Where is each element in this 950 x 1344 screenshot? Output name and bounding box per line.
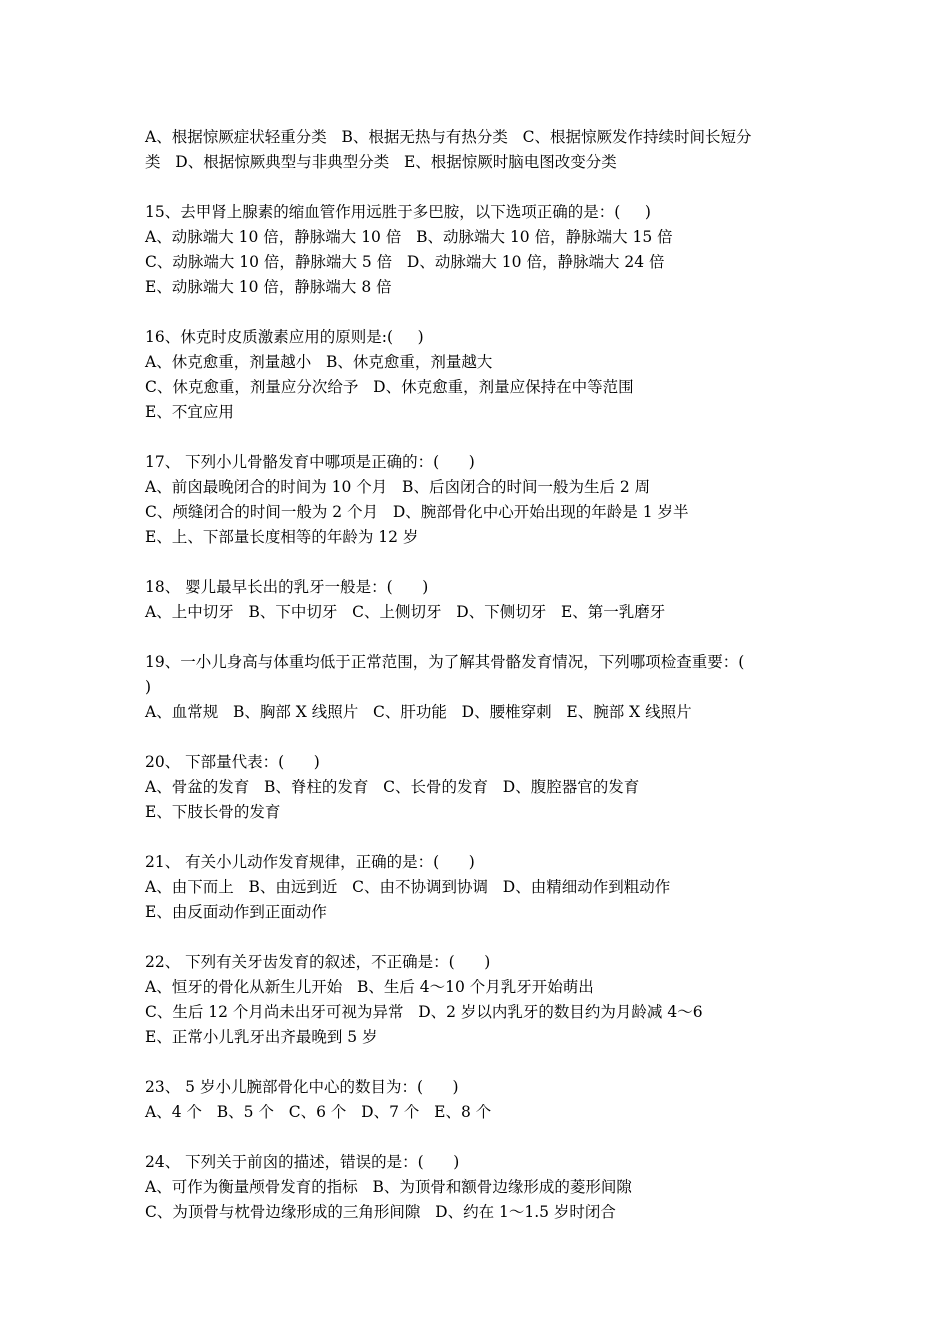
option-line: E、动脉端大 10 倍，静脉端大 8 倍 [145,278,392,296]
question-block-23 [145,1075,825,1125]
question-stem: 20、 下部量代表：( ) [145,753,320,771]
question-block-15 [145,200,825,300]
option-line: A、由下而上 B、由远到近 C、由不协调到协调 D、由精细动作到粗动作 [145,878,671,896]
option-line: A、可作为衡量颅骨发育的指标 B、为顶骨和额骨边缘形成的菱形间隙 [145,1178,632,1196]
question-stem: 19、一小儿身高与体重均低于正常范围，为了解其骨骼发育情况，下列哪项检查重要：( [145,653,745,671]
question-stem: 17、 下列小儿骨骼发育中哪项是正确的：( ) [145,453,475,471]
option-line: A、动脉端大 10 倍，静脉端大 10 倍 B、动脉端大 10 倍，静脉端大 15 倍 [145,228,673,246]
question-stem-continuation: ) [145,678,152,696]
option-line: A、骨盆的发育 B、脊柱的发育 C、长骨的发育 D、腹腔器官的发育 [145,778,640,796]
text-line: A、根据惊厥症状轻重分类 B、根据无热与有热分类 C、根据惊厥发作持续时间长短分 [145,128,752,146]
option-line: A、恒牙的骨化从新生儿开始 B、生后 4～10 个月乳牙开始萌出 [145,978,594,996]
option-line: E、上、下部量长度相等的年龄为 12 岁 [145,528,419,546]
question-block-14-options [145,125,825,175]
question-block-24 [145,1150,825,1225]
question-block-21 [145,850,825,925]
question-block-18 [145,575,825,625]
question-block-20 [145,750,825,825]
option-line: A、血常规 B、胸部 X 线照片 C、肝功能 D、腰椎穿刺 E、腕部 X 线照片 [145,703,692,721]
option-line: E、正常小儿乳牙出齐最晚到 5 岁 [145,1028,378,1046]
question-block-22 [145,950,825,1050]
option-line: C、休克愈重，剂量应分次给予 D、休克愈重，剂量应保持在中等范围 [145,378,634,396]
question-stem: 22、 下列有关牙齿发育的叙述，不正确是：( ) [145,953,491,971]
option-line: A、上中切牙 B、下中切牙 C、上侧切牙 D、下侧切牙 E、第一乳磨牙 [145,603,666,621]
option-line: E、由反面动作到正面动作 [145,903,327,921]
option-line: A、前囟最晚闭合的时间为 10 个月 B、后囟闭合的时间一般为生后 2 周 [145,478,651,496]
question-stem: 15、去甲肾上腺素的缩血管作用远胜于多巴胺，以下选项正确的是：( ) [145,203,651,221]
question-stem: 21、 有关小儿动作发育规律，正确的是：( ) [145,853,475,871]
option-line: E、下肢长骨的发育 [145,803,281,821]
option-line: C、生后 12 个月尚未出牙可视为异常 D、2 岁以内乳牙的数目约为月龄减 4～6 [145,1003,703,1021]
question-block-16 [145,325,825,425]
text-line: 类 D、根据惊厥典型与非典型分类 E、根据惊厥时脑电图改变分类 [145,153,617,171]
question-block-19 [145,650,825,725]
option-line: A、休克愈重，剂量越小 B、休克愈重，剂量越大 [145,353,493,371]
option-line: C、动脉端大 10 倍，静脉端大 5 倍 D、动脉端大 10 倍，静脉端大 24 倍 [145,253,665,271]
option-line: C、为顶骨与枕骨边缘形成的三角形间隙 D、约在 1～1.5 岁时闭合 [145,1203,616,1221]
question-stem: 18、 婴儿最早长出的乳牙一般是：( ) [145,578,429,596]
document-page [145,125,825,1225]
option-line: E、不宜应用 [145,403,234,421]
option-line: A、4 个 B、5 个 C、6 个 D、7 个 E、8 个 [145,1103,492,1121]
question-stem: 16、休克时皮质激素应用的原则是:( ) [145,328,424,346]
option-line: C、颅缝闭合的时间一般为 2 个月 D、腕部骨化中心开始出现的年龄是 1 岁半 [145,503,689,521]
question-block-17 [145,450,825,550]
question-stem: 23、 5 岁小儿腕部骨化中心的数目为：( ) [145,1078,459,1096]
question-stem: 24、 下列关于前囟的描述，错误的是：( ) [145,1153,460,1171]
